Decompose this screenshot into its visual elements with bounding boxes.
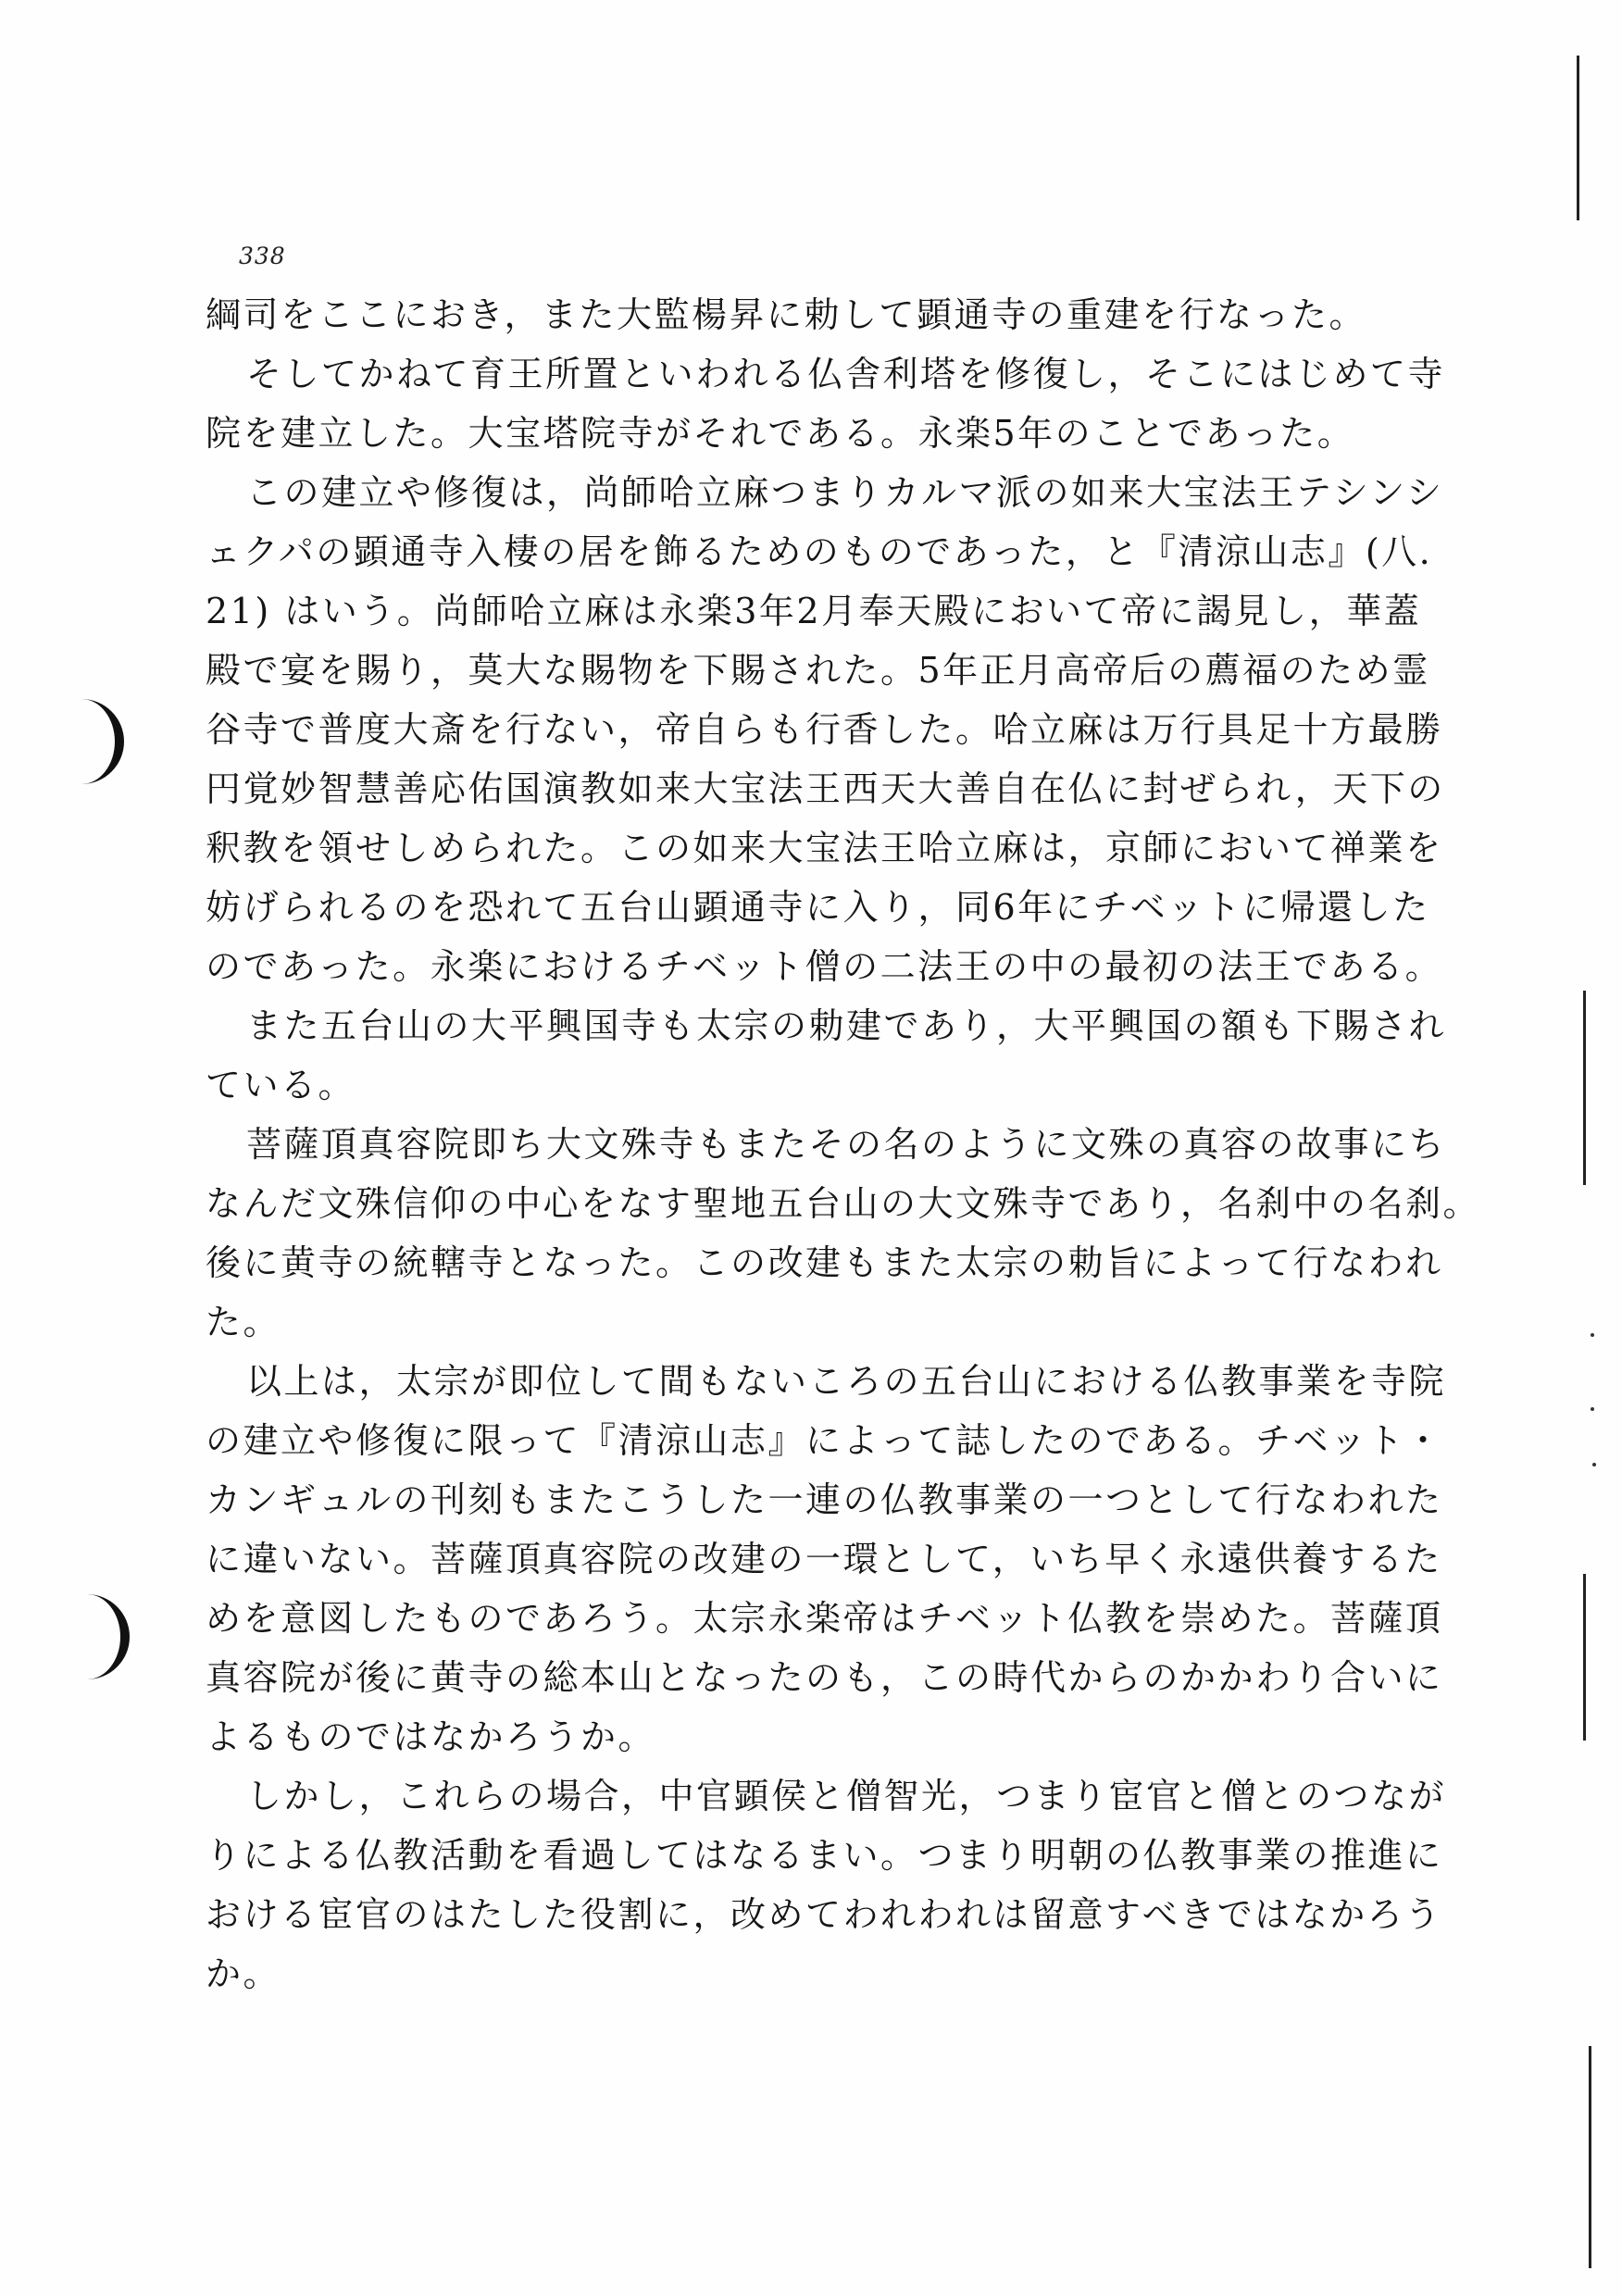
scan-edge-mark bbox=[1589, 2046, 1591, 2268]
text-line: 釈教を領せしめられた。この如来大宝法王哈立麻は，京師において禅業を bbox=[206, 828, 1443, 868]
text-line: りによる仏教活動を看過してはなるまい。つまり明朝の仏教事業の推進に bbox=[206, 1835, 1443, 1876]
scan-edge-mark bbox=[1583, 1574, 1586, 1741]
body-text bbox=[206, 285, 1481, 2003]
text-line: ェクパの顕通寺入棲の居を飾るためのものであった，と『清涼山志』(八. bbox=[206, 531, 1433, 572]
text-line: 谷寺で普度大斎を行ない，帝自らも行香した。哈立麻は万行具足十方最勝 bbox=[206, 709, 1443, 750]
binding-hole-mark bbox=[85, 1594, 130, 1679]
text-line: の建立や修復に限って『清涼山志』によって誌したのである。チベット・ bbox=[206, 1420, 1443, 1461]
scan-speck bbox=[1591, 1407, 1594, 1411]
scan-speck bbox=[1592, 1463, 1596, 1466]
text-line: に違いない。菩薩頂真容院の改建の一環として，いち早く永遠供養するた bbox=[206, 1539, 1442, 1579]
scan-speck bbox=[1591, 1333, 1594, 1337]
text-line: 菩薩頂真容院即ち大文殊寺もまたその名のように文殊の真容の故事にち bbox=[246, 1124, 1447, 1165]
text-line: 殿で宴を賜り，莫大な賜物を下賜された。5年正月高帝后の薦福のため霊 bbox=[206, 650, 1430, 691]
text-line: 21) はいう。尚師哈立麻は永楽3年2月奉天殿において帝に謁見し，華蓋 bbox=[206, 591, 1422, 631]
text-line: 以上は，太宗が即位して間もないころの五台山における仏教事業を寺院 bbox=[246, 1361, 1447, 1402]
text-line: おける宦官のはたした役割に，改めてわれわれは留意すべきではなかろう bbox=[206, 1894, 1442, 1935]
text-line: よるものではなかろうか。 bbox=[206, 1716, 656, 1757]
scan-edge-mark bbox=[1583, 991, 1586, 1185]
text-line: 院を建立した。大宝塔院寺がそれである。永楽5年のことであった。 bbox=[206, 413, 1355, 454]
text-line: カンギュルの刊刻もまたこうした一連の仏教事業の一つとして行なわれた bbox=[206, 1479, 1443, 1520]
text-line: また五台山の大平興国寺も太宗の勅建であり，大平興国の額も下賜され bbox=[246, 1005, 1447, 1046]
text-line: のであった。永楽におけるチベット僧の二法王の中の最初の法王である。 bbox=[206, 946, 1443, 987]
text-line: この建立や修復は，尚師哈立麻つまりカルマ派の如来大宝法王テシンシ bbox=[246, 472, 1444, 513]
text-line: 円覚妙智慧善応佑国演教如来大宝法王西天大善自在仏に封ぜられ，天下の bbox=[206, 768, 1445, 809]
text-line: 真容院が後に黄寺の総本山となったのも，この時代からのかかわり合いに bbox=[206, 1657, 1443, 1698]
text-line: た。 bbox=[206, 1302, 281, 1342]
text-line: 妨げられるのを恐れて五台山顕通寺に入り，同6年にチベットに帰還した bbox=[206, 887, 1430, 928]
binding-hole-mark bbox=[80, 699, 124, 784]
text-line: 後に黄寺の統轄寺となった。この改建もまた太宗の勅旨によって行なわれ bbox=[206, 1242, 1443, 1283]
text-line: か。 bbox=[206, 1953, 281, 1994]
text-line: しかし，これらの場合，中官顕侯と僧智光，つまり宦官と僧とのつなが bbox=[246, 1776, 1447, 1816]
text-line: めを意図したものであろう。太宗永楽帝はチベット仏教を崇めた。菩薩頂 bbox=[206, 1598, 1443, 1639]
text-line: なんだ文殊信仰の中心をなす聖地五台山の大文殊寺であり，名刹中の名刹。 bbox=[206, 1183, 1481, 1224]
text-line: ている。 bbox=[206, 1065, 356, 1105]
page-number: 338 bbox=[239, 243, 286, 269]
text-line: そしてかねて育王所置といわれる仏舎利塔を修復し，そこにはじめて寺 bbox=[246, 354, 1446, 394]
scan-edge-mark bbox=[1577, 56, 1579, 220]
text-line: 綱司をここにおき，また大監楊昇に勅して顕通寺の重建を行なった。 bbox=[206, 294, 1366, 335]
